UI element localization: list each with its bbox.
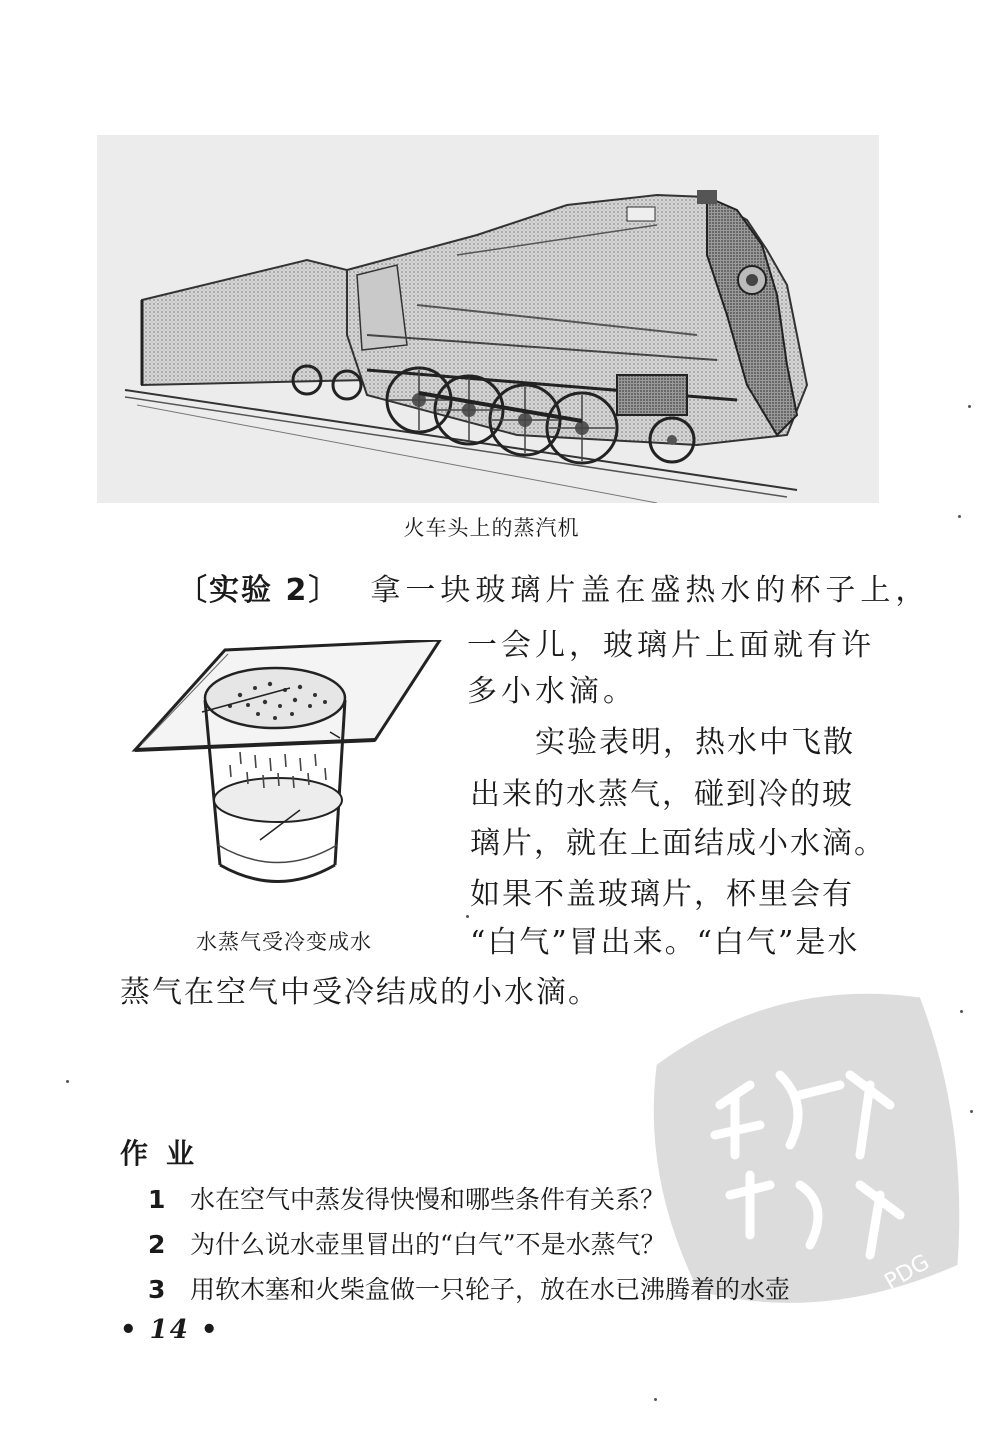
conclusion-line-6: 蒸气在空气中受冷结成的小水滴。 xyxy=(120,975,600,1010)
cup-drawing xyxy=(130,640,450,900)
homework-item-text: 用软木塞和火柴盒做一只轮子，放在水已沸腾着的水壶 xyxy=(190,1275,791,1304)
experiment-line-2: 一会儿，玻璃片上面就有许 xyxy=(467,628,875,663)
conclusion-line-1: 实验表明，热水中飞散 xyxy=(535,725,855,760)
experiment-line-3: 多小水滴。 xyxy=(467,674,637,709)
homework-item-text: 为什么说水壶里冒出的“白气”不是水蒸气？ xyxy=(190,1230,666,1259)
scan-speck xyxy=(66,1080,69,1083)
experiment-line-1: 拿一块玻璃片盖在盛热水的杯子上， xyxy=(370,573,931,608)
scan-speck xyxy=(968,405,971,408)
homework-item xyxy=(148,1180,665,1216)
scan-speck xyxy=(970,1110,973,1113)
cup-caption: 水蒸气受冷变成水 xyxy=(196,930,372,954)
locomotive-illustration xyxy=(97,135,879,503)
scan-speck xyxy=(654,1398,657,1401)
scan-speck xyxy=(958,515,961,518)
cup-glass-illustration xyxy=(130,640,450,900)
homework-item xyxy=(148,1225,666,1261)
experiment-label: 〔实验 2〕 xyxy=(177,573,341,608)
experiment-heading xyxy=(177,565,930,609)
svg-text:PDG: PDG xyxy=(880,1249,934,1296)
scan-speck xyxy=(960,1010,963,1013)
scan-speck xyxy=(466,915,469,918)
conclusion-line-3: 璃片，就在上面结成小水滴。 xyxy=(470,826,886,861)
locomotive-caption: 火车头上的蒸汽机 xyxy=(403,516,580,540)
conclusion-line-4: 如果不盖玻璃片，杯里会有 xyxy=(470,877,854,912)
homework-title: 作业 xyxy=(120,1137,213,1170)
page-number: • 14 • xyxy=(120,1315,220,1345)
homework-item xyxy=(148,1270,790,1306)
conclusion-line-2: 出来的水蒸气，碰到冷的玻 xyxy=(470,777,854,812)
homework-item-number: 3 xyxy=(148,1275,166,1304)
conclusion-line-5: “白气”冒出来。“白气”是水 xyxy=(470,925,860,960)
homework-item-number: 2 xyxy=(148,1230,166,1259)
seal-watermark-icon xyxy=(640,985,970,1315)
homework-item-number: 1 xyxy=(148,1185,166,1214)
homework-item-text: 水在空气中蒸发得快慢和哪些条件有关系？ xyxy=(190,1185,666,1214)
locomotive-drawing xyxy=(97,135,879,503)
